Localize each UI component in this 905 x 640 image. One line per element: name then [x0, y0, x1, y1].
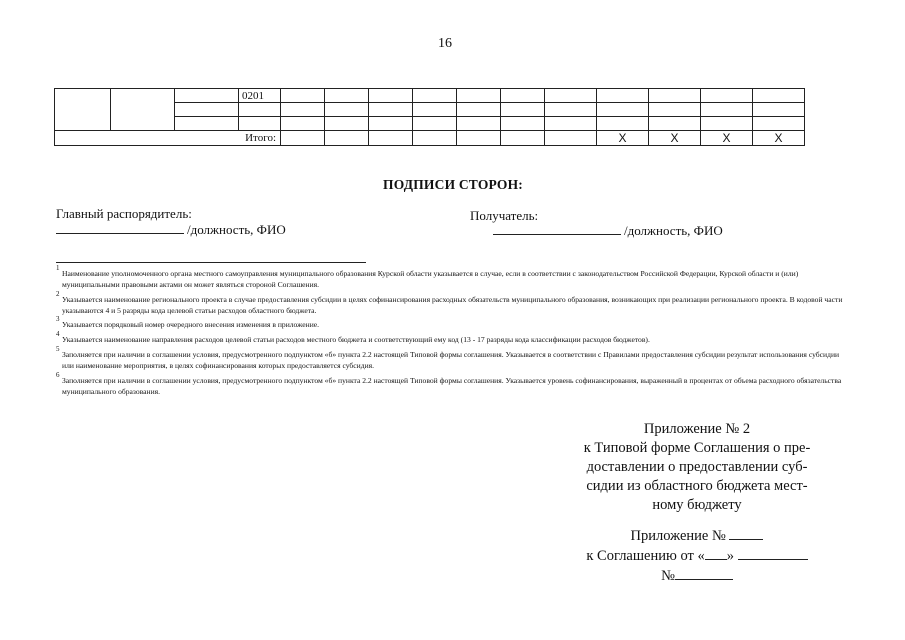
table-cell: [701, 103, 753, 117]
table-cell: [281, 117, 325, 131]
appendix-subtitle-line: доставлении о предоставлении суб-: [586, 459, 808, 475]
table-cell: [649, 89, 701, 103]
table-cell: [597, 89, 649, 103]
number-blank: [729, 526, 763, 540]
table-cell: [369, 89, 413, 103]
table-cell: [457, 103, 501, 117]
code-cell: 0201: [239, 89, 281, 103]
table-cell: [701, 117, 753, 131]
footnote-mark: 4: [56, 330, 60, 338]
appendix-subtitle-line: ному бюджету: [652, 497, 742, 513]
footnote-text: Указывается наименование направления расходов целевой статьи расходов местного бюджета и соответствующий ему код (13 - 17 разряды кода классификации расходов бюджетов).: [62, 335, 650, 344]
appendix-number-line: [572, 526, 822, 546]
table-cell: [413, 117, 457, 131]
left-signature-caption: /должность, ФИО: [187, 222, 286, 237]
table-cell: [111, 89, 175, 131]
table-cell: [281, 89, 325, 103]
x-mark: X: [701, 131, 753, 146]
right-signature-line: [493, 223, 723, 239]
table-cell: [649, 117, 701, 131]
footnote-text: Указывается наименование регионального проекта в случае предоставления субсидии в целях софинансирования расходных обязательств муниципального образования, возникающих при реализации регионального проекта. В кодовой части указываются 4 и 5 разряды кода целевой статьи расходов областного бюджета.: [62, 295, 843, 315]
table-cell: [545, 103, 597, 117]
agreement-number-line: [572, 566, 822, 586]
table-row: [55, 89, 805, 103]
quote-close: »: [726, 548, 734, 564]
table-cell: [175, 103, 239, 117]
footnote-mark: 2: [56, 290, 60, 298]
footnote: [56, 330, 846, 346]
table-cell: [457, 89, 501, 103]
table-cell: [501, 131, 545, 146]
table-cell: [175, 117, 239, 131]
table-cell: [545, 117, 597, 131]
x-mark: X: [597, 131, 649, 146]
table-cell: [753, 89, 805, 103]
table-cell: [501, 89, 545, 103]
x-mark: X: [649, 131, 701, 146]
x-mark: X: [753, 131, 805, 146]
appendix-number-block: [572, 526, 822, 586]
footnote: [56, 264, 846, 290]
footnote-mark: 3: [56, 315, 60, 323]
page-number: 16: [438, 36, 452, 51]
month-year-blank: [738, 546, 808, 560]
day-blank: [705, 546, 727, 560]
table-cell: [325, 103, 369, 117]
table-cell: [175, 89, 239, 103]
table-cell: [545, 131, 597, 146]
table-cell: [325, 117, 369, 131]
signatures-title: ПОДПИСИ СТОРОН:: [383, 177, 523, 192]
agreement-number-label: №: [661, 568, 675, 584]
table-cell: [413, 103, 457, 117]
footnote-text: Заполняется при наличии в соглашении условия, предусмотренного подпунктом «б» пункта 2.2 настоящей Типовой формы соглашения. Указывается уровень софинансирования, выраженный в процентах от объема расходного обязательства муниципального образования.: [62, 376, 842, 396]
table-cell: [325, 89, 369, 103]
footnote-mark: 6: [56, 371, 60, 379]
table-cell: [701, 89, 753, 103]
table-cell: [457, 117, 501, 131]
footnote: [56, 371, 846, 397]
table-cell: [753, 103, 805, 117]
footnote: [56, 315, 846, 331]
table-cell: [413, 89, 457, 103]
table-cell: [597, 117, 649, 131]
agreement-date-label: к Соглашению от: [586, 548, 694, 564]
table-cell: [753, 117, 805, 131]
footnote: [56, 345, 846, 371]
table-cell: [501, 117, 545, 131]
signature-blank: [493, 224, 621, 235]
table-cell: [597, 103, 649, 117]
table-cell: [369, 117, 413, 131]
left-signature-line: [56, 222, 286, 238]
table-cell: [55, 89, 111, 131]
appendix-2-heading: [572, 420, 822, 515]
footnote-text: Заполняется при наличии в соглашении условия, предусмотренного подпунктом «б» пункта 2.2 настоящей Типовой формы соглашения. Указывается в соответствии с Правилами предоставления субсидии результат использования субсидии или наименование мероприятия, в целях софинансирования которых предоставляется субсидия.: [62, 350, 840, 370]
budget-table: [54, 88, 805, 146]
table-cell: [369, 131, 413, 146]
table-cell: [325, 131, 369, 146]
right-signature-caption: /должность, ФИО: [624, 223, 723, 238]
agreement-date-line: [572, 546, 822, 566]
table-cell: [457, 131, 501, 146]
footnote-mark: 5: [56, 345, 60, 353]
appendix-number-label: Приложение №: [630, 528, 726, 544]
total-label: Итого:: [55, 131, 281, 146]
agreement-number-blank: [675, 566, 733, 580]
table-cell: [369, 103, 413, 117]
quote-open: «: [697, 548, 705, 564]
footnote-text: Указывается порядковый номер очередного внесения изменения в приложение.: [62, 320, 320, 329]
table-cell: [239, 117, 281, 131]
footnote-separator: [56, 262, 366, 263]
table-cell: [501, 103, 545, 117]
footnote: [56, 290, 846, 316]
table-cell: [281, 131, 325, 146]
table-cell: [281, 103, 325, 117]
table-cell: [239, 103, 281, 117]
table-cell: [413, 131, 457, 146]
table-cell: [545, 89, 597, 103]
appendix-title: Приложение № 2: [643, 421, 751, 437]
appendix-subtitle-line: сидии из областного бюджета мест-: [586, 478, 808, 494]
left-signer-label: Главный распорядитель:: [56, 206, 192, 221]
signature-blank: [56, 223, 184, 234]
right-signer-label: Получатель:: [470, 208, 539, 223]
footnote-text: Наименование уполномоченного органа местного самоуправления муниципального образования Курской области указывается в случае, если в соответствии с законодательством Российской Федерации, Курской области и (или) муниципальными правовыми актами он может являться стороной Соглашения.: [62, 269, 799, 289]
footnote-mark: 1: [56, 264, 60, 272]
appendix-subtitle-line: к Типовой форме Соглашения о пре-: [583, 440, 811, 456]
total-row: [55, 131, 805, 146]
table-cell: [649, 103, 701, 117]
